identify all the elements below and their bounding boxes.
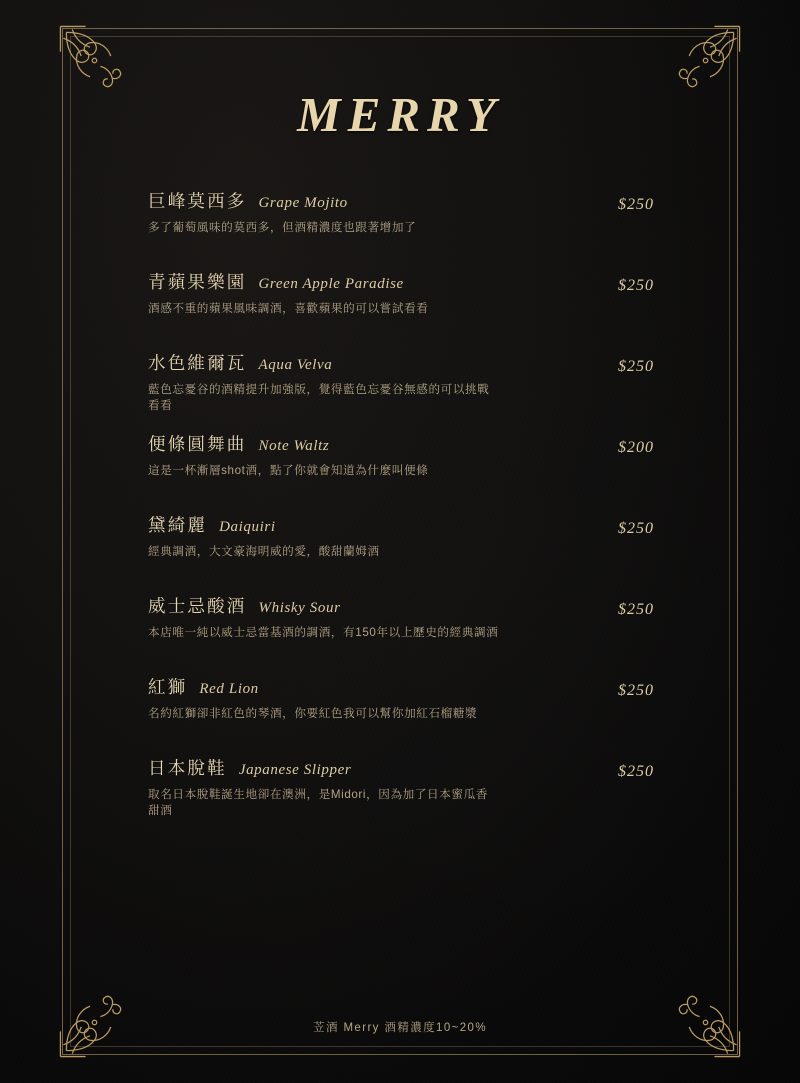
menu-list xyxy=(148,188,660,836)
menu-item-name-zh: 威士忌酸酒 xyxy=(148,596,247,616)
menu-item xyxy=(148,188,660,269)
menu-item-name-row xyxy=(148,755,500,780)
menu-item-name-row xyxy=(148,188,500,213)
menu-item-name-row xyxy=(148,674,500,699)
menu-item-description: 酒感不重的蘋果風味調酒，喜歡蘋果的可以嘗試看看 xyxy=(148,302,429,315)
menu-item-description: 藍色忘憂谷的酒精提升加強版，覺得藍色忘憂谷無感的可以挑戰看看 xyxy=(148,383,490,412)
menu-item-description: 經典調酒，大文豪海明威的愛，酸甜蘭姆酒 xyxy=(148,545,380,558)
menu-item-price: $250 xyxy=(618,601,654,618)
ornament-corner-top-right-icon xyxy=(670,22,744,96)
menu-item-name-row xyxy=(148,593,500,618)
menu-item-name-en: Aqua Velva xyxy=(258,357,333,373)
menu-item-text xyxy=(148,431,500,478)
menu-item-name-en: Japanese Slipper xyxy=(238,762,352,778)
menu-item-name-row xyxy=(148,350,500,375)
menu-item-name-en: Red Lion xyxy=(199,681,259,697)
menu-item-description: 名約紅獅卻非紅色的琴酒，你要紅色我可以幫你加紅石榴糖漿 xyxy=(148,707,478,720)
menu-item xyxy=(148,269,660,350)
footer-note: 苙酒 Merry 酒精濃度10~20% xyxy=(313,1022,487,1034)
menu-item-text xyxy=(148,593,500,640)
menu-item-name-row xyxy=(148,512,500,537)
menu-item xyxy=(148,755,660,836)
menu-item-price: $250 xyxy=(618,682,654,699)
menu-item-text xyxy=(148,269,500,316)
menu-item-name-zh: 日本脫鞋 xyxy=(148,758,227,778)
menu-item-description: 本店唯一純以威士忌當基酒的調酒，有150年以上歷史的經典調酒 xyxy=(148,626,499,639)
menu-item-description: 這是一杯漸層shot酒，點了你就會知道為什麼叫便條 xyxy=(148,464,429,477)
menu-item-name-en: Whisky Sour xyxy=(258,600,341,616)
menu-item-name-zh: 紅獅 xyxy=(148,677,188,697)
menu-item-description: 多了葡萄風味的莫西多，但酒精濃度也跟著增加了 xyxy=(148,221,417,234)
menu-item-name-zh: 青蘋果樂園 xyxy=(148,272,247,292)
menu-item-name-row xyxy=(148,269,500,294)
menu-item xyxy=(148,350,660,431)
menu-item xyxy=(148,431,660,512)
menu-item-price: $250 xyxy=(618,196,654,213)
menu-item-name-en: Daiquiri xyxy=(219,519,276,535)
menu-item-name-zh: 巨峰莫西多 xyxy=(148,191,247,211)
menu-item-name-en: Note Waltz xyxy=(258,438,330,454)
menu-item-text xyxy=(148,512,500,559)
menu-item-name-zh: 水色維爾瓦 xyxy=(148,353,247,373)
menu-item-price: $250 xyxy=(618,763,654,780)
menu-item-price: $250 xyxy=(618,520,654,537)
menu-item xyxy=(148,512,660,593)
menu-item-name-zh: 黛綺麗 xyxy=(148,515,208,535)
menu-item-price: $200 xyxy=(618,439,654,456)
menu-item-name-en: Green Apple Paradise xyxy=(258,276,404,292)
menu-item-name-en: Grape Mojito xyxy=(258,195,348,211)
page-title: MERRY xyxy=(297,87,503,142)
menu-item-text xyxy=(148,350,500,413)
menu-item-description: 取名日本脫鞋誕生地卻在澳洲，是Midori，因為加了日本蜜瓜香甜酒 xyxy=(148,788,489,817)
menu-item-price: $250 xyxy=(618,358,654,375)
menu-item-name-row xyxy=(148,431,500,456)
menu-item-name-zh: 便條圓舞曲 xyxy=(148,434,247,454)
menu-item-price: $250 xyxy=(618,277,654,294)
ornament-corner-top-left-icon xyxy=(56,22,130,96)
menu-item xyxy=(148,674,660,755)
menu-item-text xyxy=(148,755,500,818)
menu-item-text xyxy=(148,674,500,721)
menu-item-text xyxy=(148,188,500,235)
menu-item xyxy=(148,593,660,674)
